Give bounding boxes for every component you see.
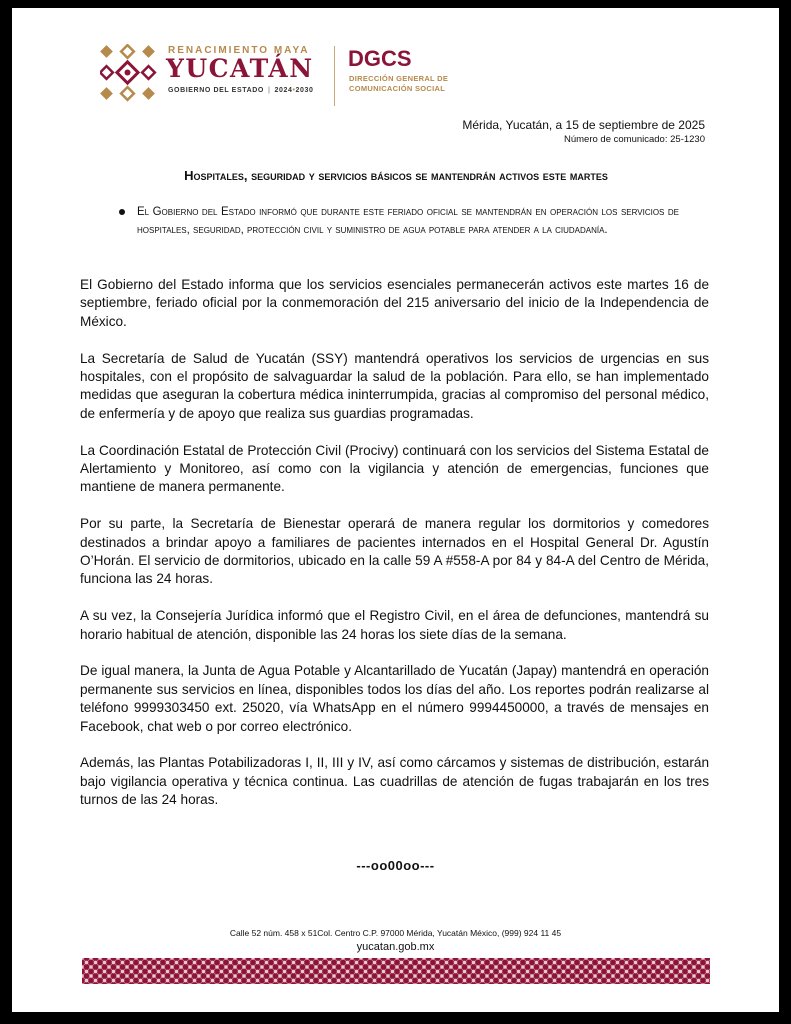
agency-line-1: DIRECCIÓN GENERAL DE bbox=[349, 74, 449, 83]
paragraph: A su vez, la Consejería Jurídica informó que el Registro Civil, en el área de defunciones, mantendrá su horario habitual de atención, disponible las 24 horas los siete días de la semana. bbox=[80, 608, 709, 642]
paragraph: El Gobierno del Estado informa que los servicios esenciales permanecerán activos este martes 16 de septiembre, feriado oficial por la conmemoración del 215 aniversario del inicio de la Independencia de México. bbox=[80, 277, 709, 329]
communique-number bbox=[564, 134, 705, 145]
paragraph: La Secretaría de Salud de Yucatán (SSY) mantendrá operativos los servicios de urgencias en sus hospitales, con el propósito de salvaguardar la salud de la población. Para ello, se han implementado medidas que aseguran la cobertura médica ininterrumpida, gracias al compromiso del personal médico, de enfermería y de apoyo que realiza sus guardias programadas. bbox=[80, 350, 709, 421]
yucatan-logo-icon bbox=[100, 44, 158, 102]
paragraph: La Coordinación Estatal de Protección Civil (Procivy) continuará con los servicios del Sistema Estatal de Alertamiento y Monitoreo, así como con la vigilancia y atención de emergencias, funciones que mantiene de manera permanente. bbox=[80, 442, 709, 495]
agency-acronym: DGCS bbox=[348, 46, 412, 71]
closing-mark: ---oo00oo--- bbox=[356, 858, 435, 873]
footer-address: Calle 52 núm. 458 x 51Col. Centro C.P. 97000 Mérida, Yucatán México, (999) 924 11 45 bbox=[229, 928, 562, 938]
communique-number-value: 25-1230 bbox=[670, 134, 705, 145]
brand-name: YUCATÁN bbox=[166, 54, 314, 83]
paragraph: De igual manera, la Junta de Agua Potable y Alcantarillado de Yucatán (Japay) mantendrá en operación permanente sus servicios en línea, disponibles todos los días del año. Los reportes podrán realizarse al teléfono 9999303450 ext. 25020, vía WhatsApp en el número 9994450000, a través de mensajes en Facebook, chat web o por correo electrónico. bbox=[80, 663, 709, 734]
agency-fullname bbox=[349, 74, 448, 94]
document-page bbox=[12, 8, 779, 1012]
footer-website: yucatan.gob.mx bbox=[356, 941, 435, 953]
paragraph: Además, las Plantas Potabilizadoras I, II, III y IV, así como cárcamos y sistemas de distribución, estarán bajo vigilancia operativa y técnica continua. Las cuadrillas de atención de fugas trabajarán en los tres turnos de las 24 horas. bbox=[80, 755, 709, 808]
period-start: 2024 bbox=[274, 87, 293, 94]
bullet-icon bbox=[119, 209, 125, 215]
press-title: Hospitales, seguridad y servicios básicos se mantendrán activos este martes bbox=[184, 168, 608, 183]
government-label: GOBIERNO DEL ESTADO bbox=[168, 87, 264, 94]
agency-line-2: COMUNICACIÓN SOCIAL bbox=[349, 84, 446, 93]
decorative-band bbox=[82, 958, 710, 984]
header-divider bbox=[334, 46, 335, 106]
paragraph: Por su parte, la Secretaría de Bienestar operará de manera regular los dormitorios y comedores destinados a brindar apoyo a familiares de pacientes internados en el Hospital General Dr. Agustín O’Horán. El servicio de dormitorios, ubicado en la calle 59 A #558-A por 84 y 84-A del Centro de Mérida, funciona las 24 horas. bbox=[80, 516, 709, 587]
brand-subtitle: GOBIERNO DEL ESTADO | 2024•2030 bbox=[168, 87, 314, 94]
brand-tagline: RENACIMIENTO MAYA bbox=[168, 45, 310, 56]
dateline: Mérida, Yucatán, a 15 de septiembre de 2025 bbox=[462, 118, 705, 132]
body-text bbox=[80, 276, 709, 828]
summary-bullet: El Gobierno del Estado informó que durante este feriado oficial se mantendrán en operación los servicios de hospitales, seguridad, protección civil y suministro de agua potable para atender a la ciudadanía. bbox=[137, 206, 679, 236]
communique-number-label: Número de comunicado: bbox=[563, 134, 668, 145]
period-end: 2030 bbox=[295, 87, 314, 94]
